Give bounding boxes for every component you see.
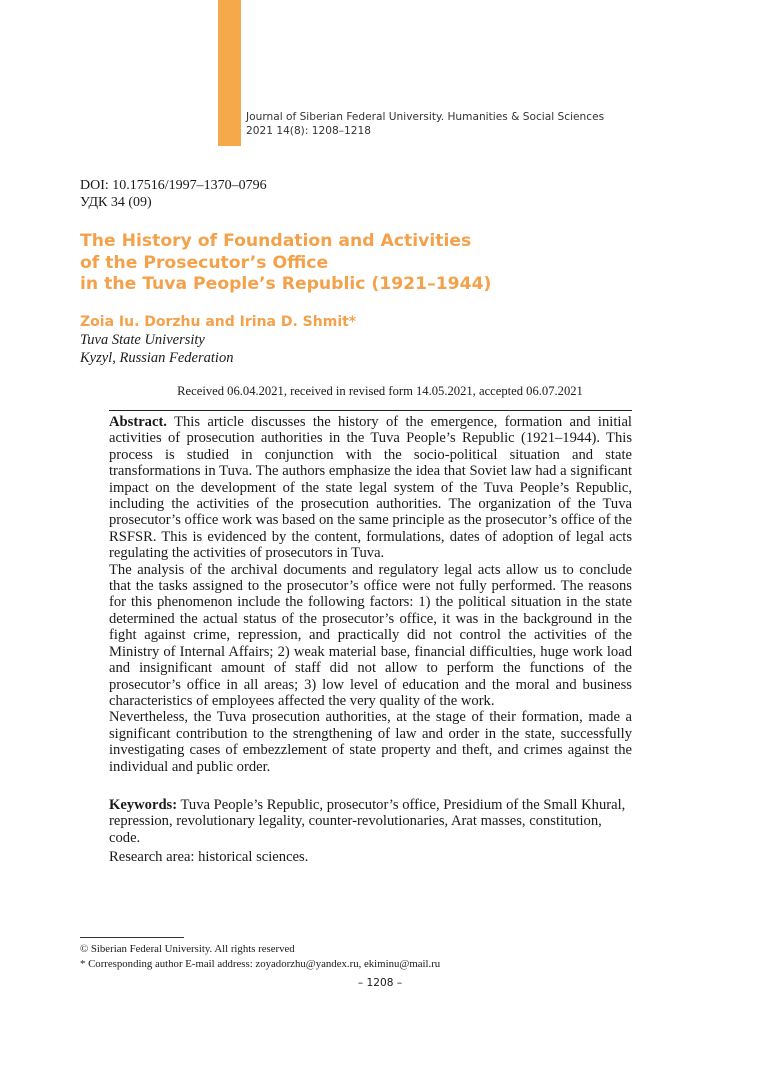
abstract-paragraph: The analysis of the archival documents and regulatory legal acts allow us to conclude that the tasks assigned to the prosecutor’s office were not fully performed. The reasons for this phenomenon include the following factors: 1) the political situation in the state determined the actual status of the prosecutor’s office, it was in the background in the fight against crime, repression, and practically did not control the activities of the Ministry of Internal Affairs; 2) weak material base, financial difficulties, huge work load and insignificant amount of staff did not allow to perform the functions of the prosecutor’s office in all areas; 3) low level of education and the moral and business characteristics of employees affected the very quality of the work.	[109, 561, 632, 709]
abstract-label: Abstract.	[109, 414, 167, 430]
affiliation-location: Kyzyl, Russian Federation	[80, 350, 234, 366]
keywords-label: Keywords:	[109, 797, 178, 813]
journal-name: Journal of Siberian Federal University. Humanities & Social Sciences	[246, 111, 605, 123]
article-title	[80, 231, 491, 296]
corresponding-author-note: * Corresponding author E-mail address: zoyadorzhu@yandex.ru, ekiminu@mail.ru	[80, 958, 441, 970]
footnote-divider	[80, 937, 184, 938]
udk: УДК 34 (09)	[80, 195, 152, 210]
article-meta	[80, 177, 267, 211]
doi: DOI: 10.17516/1997–1370–0796	[80, 178, 267, 193]
journal-issue: 2021 14(8): 1208–1218	[246, 125, 371, 137]
abstract	[109, 414, 632, 775]
page-number: – 1208 –	[357, 977, 403, 989]
title-line: of the Prosecutor’s Office	[80, 252, 329, 273]
keywords-text: Tuva People’s Republic, prosecutor’s office, Presidium of the Small Khural, repression, revolutionary legality, counter-revolutionaries, Arat masses, constitution, code.	[109, 797, 626, 846]
journal-header	[246, 110, 604, 138]
affiliation-institution: Tuva State University	[80, 332, 205, 348]
abstract-paragraph: Nevertheless, the Tuva prosecution authorities, at the stage of their formation, made a significant contribution to the strengthening of law and order in the state, successfully investigating cases of embezzlement of state property and theft, and crimes against the individual and public order.	[109, 709, 632, 775]
footnotes	[80, 942, 440, 972]
abstract-divider	[109, 410, 632, 411]
abstract-paragraph: This article discusses the history of the emergence, formation and initial activities of prosecution authorities in the Tuva People’s Republic (1921–1944). This process is studied in conjunction with the socio-political situation and state transformations in Tuva. The authors emphasize the idea that Soviet law had a significant impact on the development of the state legal system of the Tuva People’s Republic, including the activities of the prosecution authorities. The organization of the Tuva prosecutor’s office work was based on the same principle as the prosecutor’s office of the RSFSR. This is evidenced by the content, formulations, dates of adoption of legal acts regulating the activities of prosecutors in Tuva.	[109, 414, 632, 562]
keywords	[109, 797, 632, 846]
journal-accent-bar	[218, 0, 241, 146]
affiliation	[80, 331, 233, 367]
title-line: in the Tuva People’s Republic (1921–1944)	[80, 274, 492, 294]
title-line: The History of Foundation and Activities	[80, 231, 472, 251]
copyright-note: © Siberian Federal University. All rights reserved	[80, 943, 295, 955]
research-area: Research area: historical sciences.	[109, 849, 309, 865]
received-dates: Received 06.04.2021, received in revised form 14.05.2021, accepted 06.07.2021	[177, 384, 583, 398]
authors: Zoia Iu. Dorzhu and Irina D. Shmit*	[80, 314, 357, 330]
